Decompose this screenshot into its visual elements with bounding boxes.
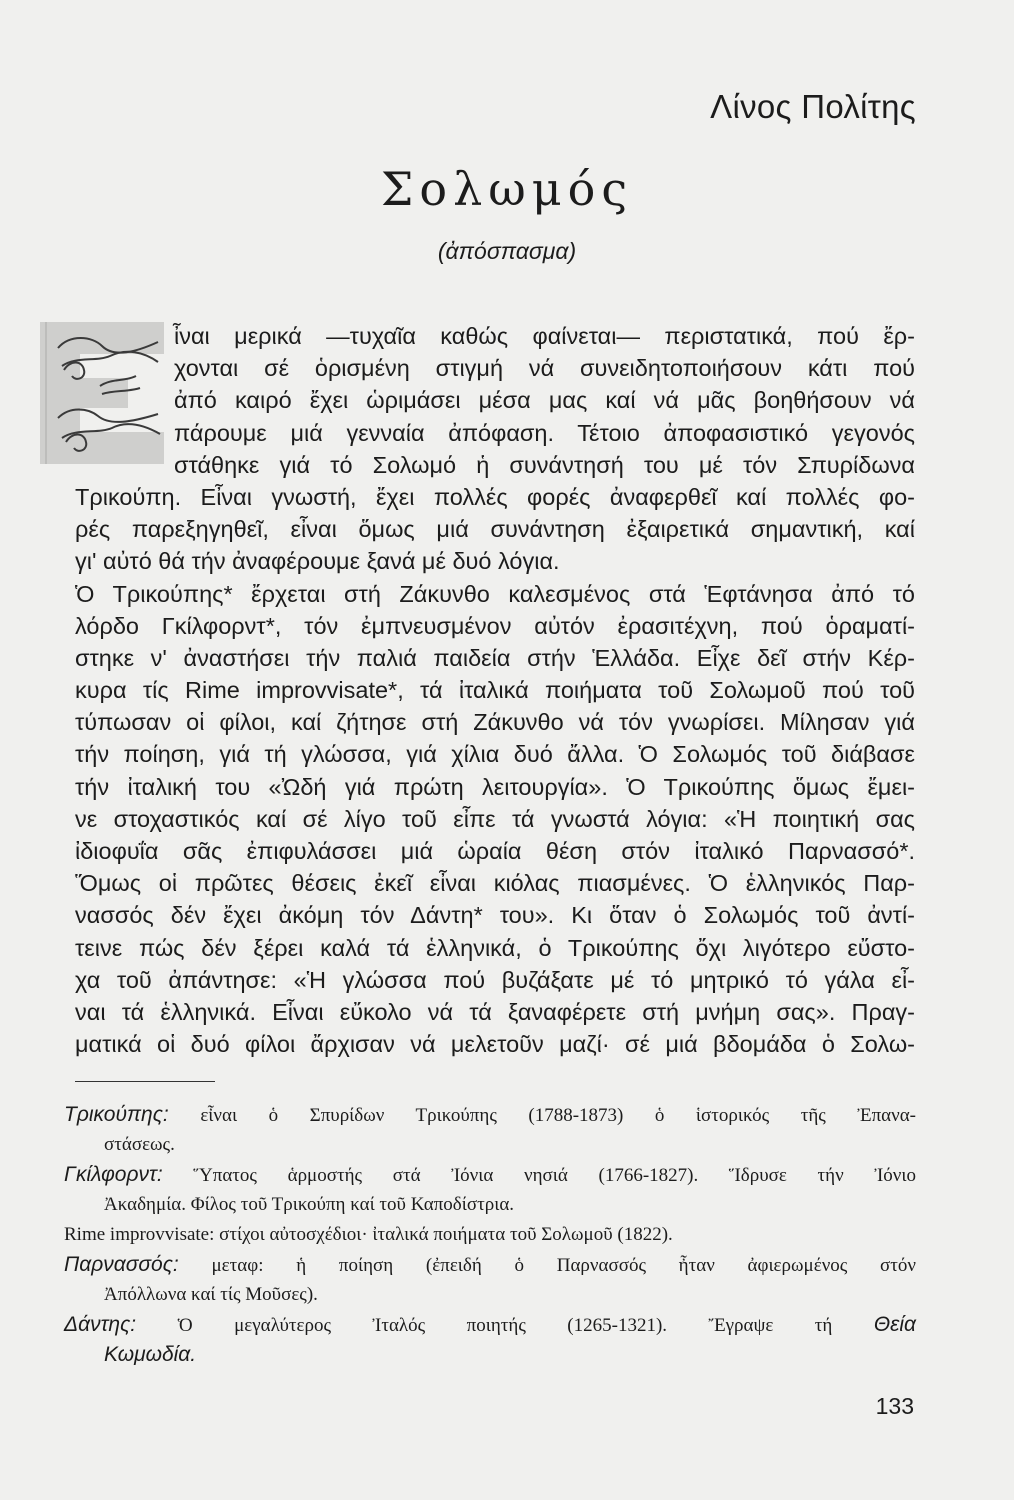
body-line: ἰδιοφυΐα σᾶς ἐπιφυλάσσει μιά ὡραία θέση στόν ἰταλικό Παρνασσό*. xyxy=(75,838,915,864)
body-line: νε στοχαστικός καί σέ λίγο τοῦ εἶπε τά γνωστά λόγια: «Ἡ ποιητική σας xyxy=(75,805,915,832)
footnote-term: Γκίλφορντ: xyxy=(64,1163,163,1186)
body-line: νασσός δέν ἔχει ἀκόμη τόν Δάντη* του». Κι ὅταν ὁ Σολωμός τοῦ ἀντί- xyxy=(75,902,915,929)
footnote-dante xyxy=(64,1310,916,1340)
body-line: κυρα τίς Rime improvvisate*, τά ἰταλικά ποιήματα τοῦ Σολωμοῦ πού τοῦ xyxy=(75,677,915,704)
footnote-text: μεταφ: ἡ ποίηση (ἐπειδή ὁ Παρνασσός ἦταν ἀφιερωμένος στόν xyxy=(211,1255,916,1276)
footnote-term: Rime improvvisate: xyxy=(64,1224,215,1245)
footnote-continuation: Ἀπόλλωνα καί τίς Μοῦσες). xyxy=(104,1284,318,1305)
footnote-term: Τρικούπης: xyxy=(64,1103,169,1126)
body-text xyxy=(75,320,915,1060)
body-line: λόρδο Γκίλφορντ*, τόν ἐμπνευσμένον αὐτόν ἐρασιτέχνη, πού ὁραματί- xyxy=(75,612,915,639)
body-line: Ὁ Τρικούπης* ἔρχεται στή Ζάκυνθο καλεσμένος στά Ἑφτάνησα ἀπό τό xyxy=(75,580,915,607)
body-line: γι' αὐτό θά τήν ἀναφέρουμε ξανά μέ δυό λόγια. xyxy=(75,548,560,575)
footnotes xyxy=(64,1100,916,1370)
body-line: τήν ποίηση, γιά τή γλώσσα, γιά χίλια δυό ἄλλα. Ὁ Σολωμός τοῦ διάβασε xyxy=(75,741,915,768)
footnote-text: Ὁ μεγαλύτερος Ἰταλός ποιητής (1265-1321). Ἔγραψε τή xyxy=(177,1315,833,1336)
footnote-tricoupis xyxy=(64,1100,916,1130)
body-line: ἶναι μερικά —τυχαῖα καθώς φαίνεται— περιστατικά, πού ἔρ- xyxy=(174,323,915,349)
body-line: Ὅμως οἱ πρῶτες θέσεις ἐκεῖ εἶναι κιόλας πιασμένες. Ὁ ἑλληνικός Παρ- xyxy=(75,870,915,897)
body-line: χονται σέ ὁρισμένη στιγμή νά συνειδητοποιήσουν κάτι πού xyxy=(174,355,915,382)
author-name: Λίνος Πολίτης xyxy=(710,88,916,125)
footnote-continuation: Κωμωδία. xyxy=(104,1343,197,1366)
body-line: χα τοῦ ἀπάντησε: «Ἡ γλώσσα πού βυζάξατε μέ τό μητρικό τό γάλα εἶ- xyxy=(75,966,915,993)
body-line: στάθηκε γιά τό Σολωμό ἡ συνάντησή του μέ τόν Σπυρίδωνα xyxy=(174,451,915,478)
body-line: Τρικούπη. Εἶναι γνωστή, ἔχει πολλές φορές ἀναφερθεῖ καί πολλές φο- xyxy=(75,483,915,510)
body-line: ναι τά ἑλληνικά. Εἶναι εὔκολο νά τά ξαναφέρετε στή μνήμη σας». Πραγ- xyxy=(75,998,915,1025)
body-line: τεινε πώς δέν ξέρει καλά τά ἑλληνικά, ὁ Τρικούπης ὄχι λιγότερο εὔστο- xyxy=(75,934,915,961)
footnote-term: Δάντης: xyxy=(64,1313,137,1336)
footnote-guilford xyxy=(64,1160,916,1190)
footnote-divider xyxy=(75,1081,215,1082)
footnote-text: εἶναι ὁ Σπυρίδων Τρικούπης (1788-1873) ὁ ἱστορικός τῆς Ἐπανα- xyxy=(200,1105,916,1126)
footnote-parnassos xyxy=(64,1250,916,1280)
body-line: πάρουμε μιά γενναία ἀπόφαση. Τέτοιο ἀποφασιστικό γεγονός xyxy=(174,419,915,446)
footnote-text: στίχοι αὐτοσχέδιοι· ἰταλικά ποιήματα τοῦ Σολωμοῦ (1822). xyxy=(219,1224,673,1245)
footnote-italic-title: Θεία xyxy=(873,1313,917,1336)
footnote-rime xyxy=(64,1220,916,1250)
body-line: ἀπό καιρό ἔχει ὡριμάσει μέσα μας καί νά μᾶς βοηθήσουν νά xyxy=(174,387,915,414)
body-line: στηκε ν' ἀναστήσει τήν παλιά παιδεία στήν Ἑλλάδα. Εἶχε δεῖ στήν Κέρ- xyxy=(75,644,915,671)
footnote-continuation: στάσεως. xyxy=(104,1134,175,1155)
body-line: τήν ἰταλική του «Ὠδή γιά πρώτη λειτουργία». Ὁ Τρικούπης ὅμως ἔμει- xyxy=(75,773,915,800)
body-line: ρές παρεξηγηθεῖ, εἶναι ὅμως μιά συνάντηση ἐξαιρετικά σημαντική, καί xyxy=(75,516,915,543)
chapter-title: Σολωμός xyxy=(380,162,634,216)
footnote-text: Ὕπατος ἁρμοστής στά Ἰόνια νησιά (1766-1827). Ἵδρυσε τήν Ἰόνιο xyxy=(193,1165,917,1186)
footnote-term: Παρνασσός: xyxy=(64,1253,179,1276)
footnote-continuation: Ἀκαδημία. Φίλος τοῦ Τρικούπη καί τοῦ Καποδίστρια. xyxy=(104,1194,515,1215)
body-line: τύπωσαν οἱ φίλοι, καί ζήτησε στή Ζάκυνθο νά τόν γνωρίσει. Μίλησαν γιά xyxy=(75,709,915,736)
page-number: 133 xyxy=(875,1393,914,1419)
body-line: ματικά οἱ δυό φίλοι ἄρχισαν νά μελετοῦν μαζί· σέ μιά βδομάδα ὁ Σολω- xyxy=(75,1031,915,1058)
chapter-subtitle: (ἀπόσπασμα) xyxy=(437,238,577,264)
